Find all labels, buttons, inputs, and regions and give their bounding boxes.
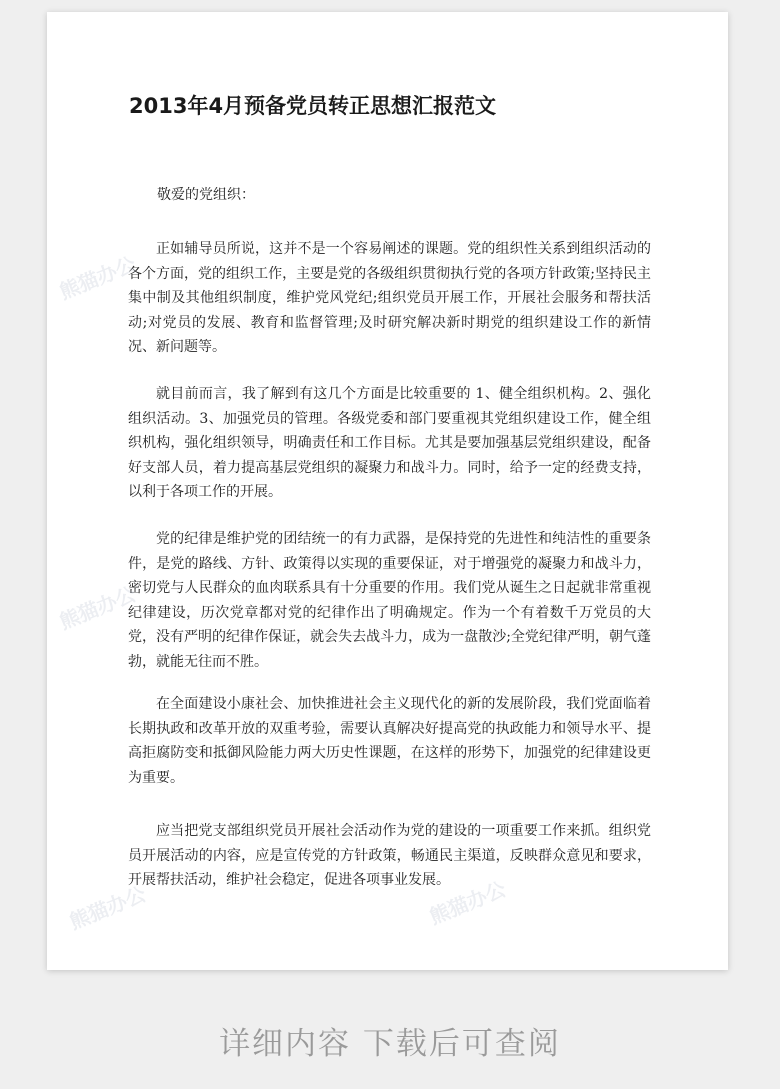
watermark: 熊猫办公: [425, 876, 510, 930]
watermark: 熊猫办公: [55, 251, 140, 305]
document-title: 2013年4月预备党员转正思想汇报范文: [129, 94, 497, 118]
document-page: [47, 12, 728, 970]
paragraph: 党的纪律是维护党的团结统一的有力武器，是保持党的先进性和纯洁性的重要条件，是党的路线、方针、政策得以实现的重要保证，对于增强党的凝聚力和战斗力，密切党与人民群众的血肉联系具有十分重要的作用。我们党从诞生之日起就非常重视纪律建设，历次党章都对党的纪律作出了明确规定。作为一个有着数千万党员的大党，没有严明的纪律作保证，就会失去战斗力，成为一盘散沙;全党纪律严明，朝气蓬勃，就能无往而不胜。: [128, 531, 651, 670]
watermark: 熊猫办公: [55, 581, 140, 635]
paragraph: 在全面建设小康社会、加快推进社会主义现代化的新的发展阶段，我们党面临着长期执政和改革开放的双重考验，需要认真解决好提高党的执政能力和领导水平、提高拒腐防变和抵御风险能力两大历史性课题，在这样的形势下，加强党的纪律建设更为重要。: [128, 696, 651, 786]
paragraph: 正如辅导员所说，这并不是一个容易阐述的课题。党的组织性关系到组织活动的各个方面，党的组织工作，主要是党的各级组织贯彻执行党的各项方针政策;坚持民主集中制及其他组织制度，维护党风党纪;组织党员开展工作，开展社会服务和帮扶活动;对党员的发展、教育和监督管理;及时研究解决新时期党的组织建设工作的新情况、新问题等。: [128, 241, 651, 355]
download-hint: 详细内容 下载后可查阅: [219, 1026, 561, 1062]
paragraph: 就目前而言，我了解到有这几个方面是比较重要的 1、健全组织机构。2、强化组织活动。3、加强党员的管理。各级党委和部门要重视其党组织建设工作，健全组织机构，强化组织领导，明确责任和工作目标。尤其是要加强基层党组织建设，配备好支部人员，着力提高基层党组织的凝聚力和战斗力。同时，给予一定的经费支持，以利于各项工作的开展。: [128, 386, 651, 500]
watermark: 熊猫办公: [65, 881, 150, 935]
paragraph: 应当把党支部组织党员开展社会活动作为党的建设的一项重要工作来抓。组织党员开展活动的内容，应是宣传党的方针政策，畅通民主渠道，反映群众意见和要求，开展帮扶活动，维护社会稳定，促进各项事业发展。: [128, 823, 651, 888]
salutation: 敬爱的党组织：: [157, 187, 255, 203]
